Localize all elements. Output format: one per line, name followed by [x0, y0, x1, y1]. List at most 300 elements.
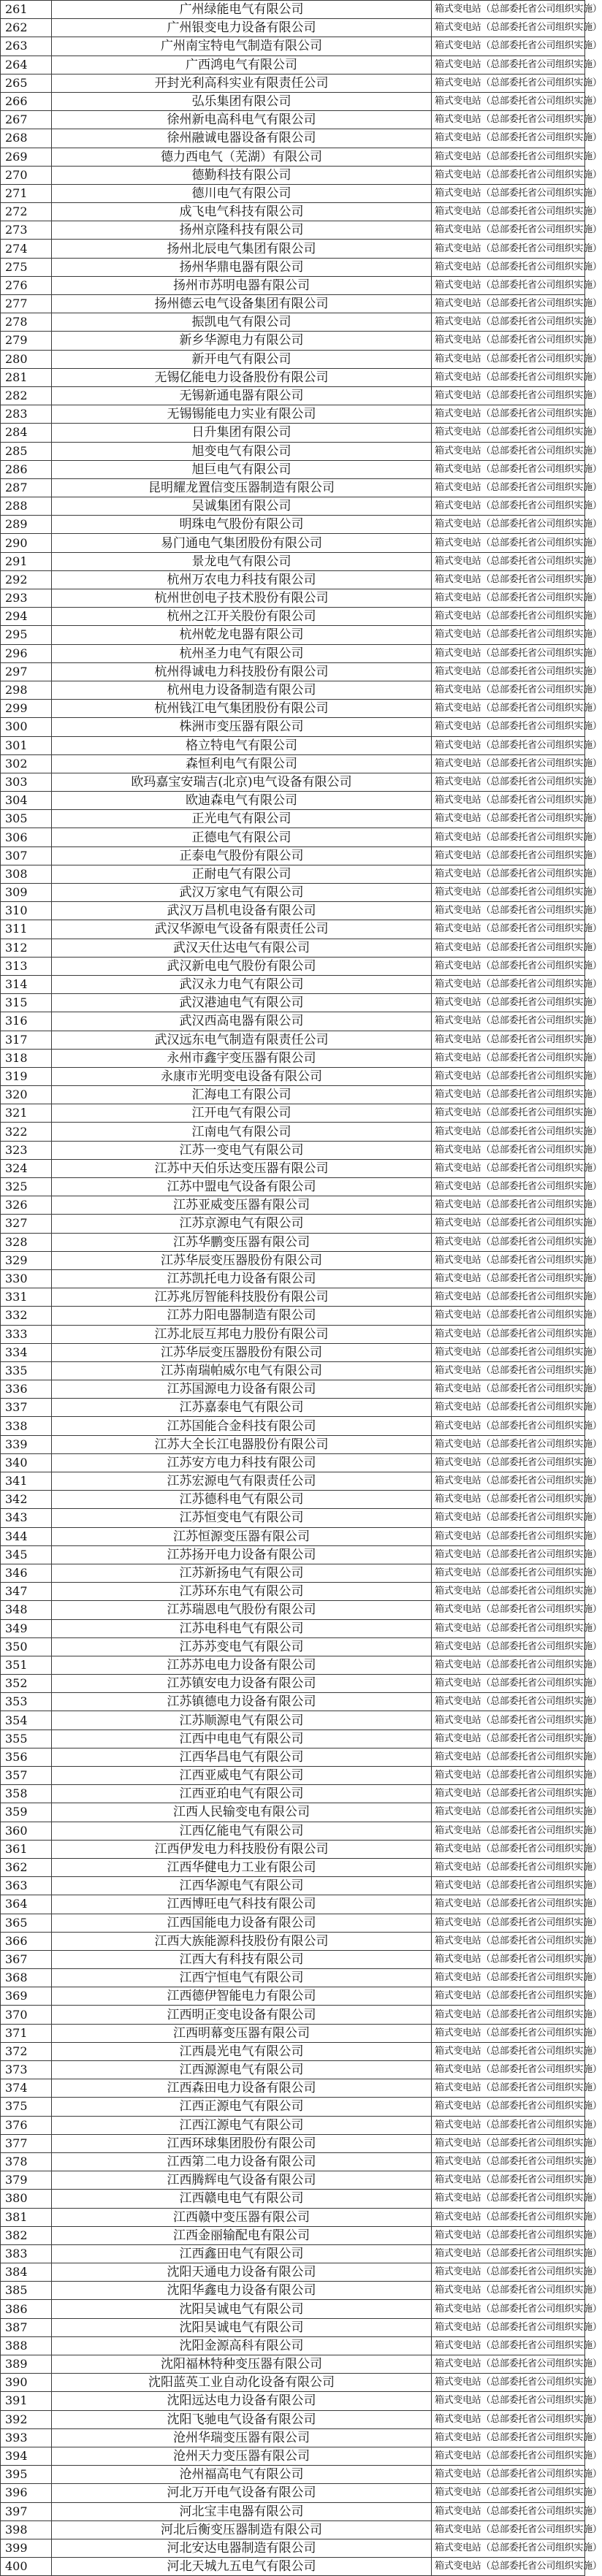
row-number: 344 — [1, 1527, 52, 1545]
row-number: 377 — [1, 2134, 52, 2152]
table-row — [1, 1619, 585, 1637]
product-category: 箱式变电站（总部委托省公司组织实施） — [432, 386, 585, 405]
row-number: 266 — [1, 92, 52, 110]
product-category: 箱式变电站（总部委托省公司组织实施） — [432, 2098, 585, 2116]
row-number: 363 — [1, 1877, 52, 1895]
company-name: 武汉万家电气有限公司 — [52, 884, 432, 902]
table-row — [1, 166, 585, 184]
company-name: 开封光利高科实业有限责任公司 — [52, 74, 432, 92]
company-name: 沈阳飞驰电气设备有限公司 — [52, 2410, 432, 2428]
product-category: 箱式变电站（总部委托省公司组织实施） — [432, 276, 585, 294]
table-row — [1, 700, 585, 718]
table-row — [1, 2244, 585, 2263]
table-row — [1, 221, 585, 240]
product-category: 箱式变电站（总部委托省公司组织实施） — [432, 1, 585, 19]
table-row — [1, 810, 585, 828]
row-number: 395 — [1, 2466, 52, 2484]
product-category: 箱式变电站（总部委托省公司组织实施） — [432, 203, 585, 221]
table-row — [1, 368, 585, 386]
product-category: 箱式变电站（总部委托省公司组织实施） — [432, 2116, 585, 2134]
row-number: 325 — [1, 1178, 52, 1196]
company-name: 沈阳吴诚电气有限公司 — [52, 2300, 432, 2318]
table-row — [1, 1380, 585, 1399]
product-category: 箱式变电站（总部委托省公司组织实施） — [432, 1307, 585, 1325]
table-row — [1, 1656, 585, 1674]
product-category: 箱式变电站（总部委托省公司组织实施） — [432, 2042, 585, 2060]
product-category: 箱式变电站（总部委托省公司组织实施） — [432, 1822, 585, 1840]
product-category: 箱式变电站（总部委托省公司组织实施） — [432, 1785, 585, 1803]
row-number: 383 — [1, 2244, 52, 2263]
company-name: 河北安达电器制造有限公司 — [52, 2539, 432, 2557]
product-category: 箱式变电站（总部委托省公司组织实施） — [432, 1877, 585, 1895]
row-number: 261 — [1, 1, 52, 19]
row-number: 285 — [1, 442, 52, 460]
row-number: 293 — [1, 589, 52, 608]
company-name: 江苏华辰变压器股份有限公司 — [52, 1251, 432, 1269]
company-name: 江苏大全长江电器股份有限公司 — [52, 1435, 432, 1453]
row-number: 331 — [1, 1288, 52, 1307]
table-row — [1, 1637, 585, 1656]
row-number: 311 — [1, 920, 52, 939]
company-name: 江苏瑞恩电气股份有限公司 — [52, 1601, 432, 1619]
row-number: 394 — [1, 2447, 52, 2465]
row-number: 372 — [1, 2042, 52, 2060]
product-category: 箱式变电站（总部委托省公司组织实施） — [432, 2336, 585, 2355]
table-row — [1, 1583, 585, 1601]
row-number: 278 — [1, 313, 52, 332]
row-number: 280 — [1, 350, 52, 368]
row-number: 327 — [1, 1215, 52, 1233]
product-category: 箱式变电站（总部委托省公司组织实施） — [432, 2208, 585, 2226]
row-number: 263 — [1, 37, 52, 56]
row-number: 356 — [1, 1748, 52, 1766]
row-number: 265 — [1, 74, 52, 92]
row-number: 279 — [1, 332, 52, 350]
table-row — [1, 2190, 585, 2208]
row-number: 396 — [1, 2484, 52, 2502]
product-category: 箱式变电站（总部委托省公司组织实施） — [432, 2263, 585, 2282]
company-name: 景龙电气有限公司 — [52, 552, 432, 570]
table-row — [1, 1012, 585, 1031]
company-name: 江苏南瑞帕威尔电气有限公司 — [52, 1361, 432, 1380]
product-category: 箱式变电站（总部委托省公司组织实施） — [432, 644, 585, 662]
row-number: 322 — [1, 1123, 52, 1141]
product-category: 箱式变电站（总部委托省公司组织实施） — [432, 1472, 585, 1491]
product-category: 箱式变电站（总部委托省公司组织实施） — [432, 810, 585, 828]
row-number: 367 — [1, 1950, 52, 1968]
table-row — [1, 773, 585, 791]
row-number: 342 — [1, 1491, 52, 1509]
table-row — [1, 1159, 585, 1177]
product-category: 箱式变电站（总部委托省公司组织实施） — [432, 2428, 585, 2447]
table-row — [1, 1545, 585, 1564]
company-name: 正泰电气股份有限公司 — [52, 846, 432, 865]
product-category: 箱式变电站（总部委托省公司组织实施） — [432, 2079, 585, 2098]
row-number: 308 — [1, 865, 52, 883]
company-name: 杭州万农电力科技有限公司 — [52, 570, 432, 589]
company-name: 江西大有科技有限公司 — [52, 1950, 432, 1968]
company-name: 无锡锡能电力实业有限公司 — [52, 405, 432, 424]
table-row — [1, 405, 585, 424]
table-row — [1, 644, 585, 662]
row-number: 271 — [1, 184, 52, 202]
row-number: 301 — [1, 736, 52, 754]
company-name: 易门通电气集团股份有限公司 — [52, 534, 432, 552]
company-name: 江苏华鹏变压器有限公司 — [52, 1233, 432, 1251]
company-name: 武汉华源电气设备有限责任公司 — [52, 920, 432, 939]
product-category: 箱式变电站（总部委托省公司组织实施） — [432, 626, 585, 644]
row-number: 362 — [1, 1858, 52, 1876]
company-name: 江西亚珀电气有限公司 — [52, 1785, 432, 1803]
table-row — [1, 2466, 585, 2484]
company-name: 汇海电工有限公司 — [52, 1086, 432, 1104]
company-name: 武汉西高电器有限公司 — [52, 1012, 432, 1031]
product-category: 箱式变电站（总部委托省公司组织实施） — [432, 240, 585, 258]
row-number: 277 — [1, 295, 52, 313]
company-name: 江苏国源电力设备有限公司 — [52, 1380, 432, 1399]
table-row — [1, 497, 585, 516]
table-row — [1, 2024, 585, 2042]
product-category: 箱式变电站（总部委托省公司组织实施） — [432, 368, 585, 386]
table-row — [1, 1601, 585, 1619]
product-category: 箱式变电站（总部委托省公司组织实施） — [432, 1141, 585, 1159]
company-name: 江西鑫田电气有限公司 — [52, 2244, 432, 2263]
row-number: 309 — [1, 884, 52, 902]
company-name: 江苏安方电力科技有限公司 — [52, 1453, 432, 1472]
company-name: 扬州京隆科技有限公司 — [52, 221, 432, 240]
company-name: 江西正源电气有限公司 — [52, 2098, 432, 2116]
row-number: 354 — [1, 1711, 52, 1730]
table-row — [1, 736, 585, 754]
product-category: 箱式变电站（总部委托省公司组织实施） — [432, 1858, 585, 1876]
row-number: 368 — [1, 1969, 52, 1987]
table-row — [1, 1325, 585, 1343]
row-number: 334 — [1, 1343, 52, 1361]
table-row — [1, 276, 585, 294]
product-category: 箱式变电站（总部委托省公司组织实施） — [432, 2410, 585, 2428]
table-row — [1, 1509, 585, 1527]
company-name: 江西赣中变压器有限公司 — [52, 2208, 432, 2226]
row-number: 332 — [1, 1307, 52, 1325]
table-row — [1, 1196, 585, 1215]
row-number: 358 — [1, 1785, 52, 1803]
row-number: 303 — [1, 773, 52, 791]
product-category: 箱式变电站（总部委托省公司组织实施） — [432, 460, 585, 478]
company-name: 扬州德云电气设备集团有限公司 — [52, 295, 432, 313]
table-row — [1, 1693, 585, 1711]
product-category: 箱式变电站（总部委托省公司组织实施） — [432, 570, 585, 589]
product-category: 箱式变电站（总部委托省公司组织实施） — [432, 1361, 585, 1380]
company-name: 武汉新电电气股份有限公司 — [52, 957, 432, 975]
table-row — [1, 1472, 585, 1491]
company-name: 江南电气有限公司 — [52, 1123, 432, 1141]
table-row — [1, 570, 585, 589]
product-category: 箱式变电站（总部委托省公司组织实施） — [432, 920, 585, 939]
product-category: 箱式变电站（总部委托省公司组织实施） — [432, 1380, 585, 1399]
company-name: 德力西电气（芜湖）有限公司 — [52, 148, 432, 166]
product-category: 箱式变电站（总部委托省公司组织实施） — [432, 2282, 585, 2300]
product-category: 箱式变电站（总部委托省公司组织实施） — [432, 2300, 585, 2318]
company-name: 江西金丽输配电有限公司 — [52, 2226, 432, 2244]
row-number: 269 — [1, 148, 52, 166]
table-row — [1, 1067, 585, 1085]
product-category: 箱式变电站（总部委托省公司组织实施） — [432, 2006, 585, 2024]
row-number: 353 — [1, 1693, 52, 1711]
table-row — [1, 1950, 585, 1968]
product-category: 箱式变电站（总部委托省公司组织实施） — [432, 478, 585, 497]
table-row — [1, 2447, 585, 2465]
row-number: 365 — [1, 1914, 52, 1932]
product-category: 箱式变电站（总部委托省公司组织实施） — [432, 2134, 585, 2152]
company-name: 沈阳金源高科有限公司 — [52, 2336, 432, 2355]
row-number: 371 — [1, 2024, 52, 2042]
row-number: 282 — [1, 386, 52, 405]
table-row — [1, 1361, 585, 1380]
product-category: 箱式变电站（总部委托省公司组织实施） — [432, 2558, 585, 2576]
row-number: 370 — [1, 2006, 52, 2024]
product-category: 箱式变电站（总部委托省公司组织实施） — [432, 1583, 585, 1601]
table-row — [1, 2282, 585, 2300]
table-row — [1, 2042, 585, 2060]
company-name: 江开电气有限公司 — [52, 1104, 432, 1123]
table-row — [1, 1527, 585, 1545]
row-number: 348 — [1, 1601, 52, 1619]
row-number: 350 — [1, 1637, 52, 1656]
product-category: 箱式变电站（总部委托省公司组织实施） — [432, 994, 585, 1012]
table-row — [1, 939, 585, 957]
product-category: 箱式变电站（总部委托省公司组织实施） — [432, 2374, 585, 2392]
product-category: 箱式变电站（总部委托省公司组织实施） — [432, 1104, 585, 1123]
row-number: 318 — [1, 1049, 52, 1067]
company-name: 江苏宏源电气有限责任公司 — [52, 1472, 432, 1491]
table-row — [1, 2392, 585, 2410]
row-number: 399 — [1, 2539, 52, 2557]
row-number: 262 — [1, 19, 52, 37]
table-row — [1, 1031, 585, 1049]
row-number: 376 — [1, 2116, 52, 2134]
row-number: 324 — [1, 1159, 52, 1177]
table-row — [1, 2061, 585, 2079]
table-row — [1, 2520, 585, 2539]
product-category: 箱式变电站（总部委托省公司组织实施） — [432, 19, 585, 37]
company-name: 江西博旺电气科技有限公司 — [52, 1895, 432, 1914]
company-name: 扬州市苏明电器有限公司 — [52, 276, 432, 294]
row-number: 291 — [1, 552, 52, 570]
table-row — [1, 1453, 585, 1472]
row-number: 382 — [1, 2226, 52, 2244]
row-number: 307 — [1, 846, 52, 865]
table-row — [1, 478, 585, 497]
product-category: 箱式变电站（总部委托省公司组织实施） — [432, 129, 585, 148]
product-category: 箱式变电站（总部委托省公司组织实施） — [432, 1748, 585, 1766]
row-number: 364 — [1, 1895, 52, 1914]
table-row — [1, 2374, 585, 2392]
product-category: 箱式变电站（总部委托省公司组织实施） — [432, 2484, 585, 2502]
table-row — [1, 792, 585, 810]
product-category: 箱式变电站（总部委托省公司组织实施） — [432, 534, 585, 552]
table-row — [1, 828, 585, 846]
company-name: 明珠电气股份有限公司 — [52, 516, 432, 534]
table-row — [1, 1288, 585, 1307]
company-name: 弘乐集团有限公司 — [52, 92, 432, 110]
company-name: 武汉万昌机电设备有限公司 — [52, 902, 432, 920]
table-row — [1, 258, 585, 276]
company-name: 武汉天仕达电气有限公司 — [52, 939, 432, 957]
row-number: 302 — [1, 754, 52, 773]
product-category: 箱式变电站（总部委托省公司组织实施） — [432, 350, 585, 368]
company-name: 沧州华瑞变压器有限公司 — [52, 2428, 432, 2447]
table-row — [1, 1785, 585, 1803]
company-name: 江西源源电气有限公司 — [52, 2061, 432, 2079]
company-name: 沈阳远达电力设备有限公司 — [52, 2392, 432, 2410]
table-row — [1, 148, 585, 166]
row-number: 275 — [1, 258, 52, 276]
row-number: 298 — [1, 681, 52, 699]
product-category: 箱式变电站（总部委托省公司组织实施） — [432, 2520, 585, 2539]
product-category: 箱式变电站（总部委托省公司组织实施） — [432, 221, 585, 240]
product-category: 箱式变电站（总部委托省公司组织实施） — [432, 1399, 585, 1417]
product-category: 箱式变电站（总部委托省公司组织实施） — [432, 1325, 585, 1343]
product-category: 箱式变电站（总部委托省公司组织实施） — [432, 1675, 585, 1693]
company-name: 广州绿能电气有限公司 — [52, 1, 432, 19]
table-row — [1, 1049, 585, 1067]
product-category: 箱式变电站（总部委托省公司组织实施） — [432, 1601, 585, 1619]
product-category: 箱式变电站（总部委托省公司组织实施） — [432, 1767, 585, 1785]
company-name: 旭巨电气有限公司 — [52, 460, 432, 478]
product-category: 箱式变电站（总部委托省公司组织实施） — [432, 2171, 585, 2190]
row-number: 313 — [1, 957, 52, 975]
row-number: 352 — [1, 1675, 52, 1693]
product-category: 箱式变电站（总部委托省公司组织实施） — [432, 2226, 585, 2244]
table-row — [1, 608, 585, 626]
table-row — [1, 129, 585, 148]
company-name: 杭州圣力电气有限公司 — [52, 644, 432, 662]
company-name: 江苏国能合金科技有限公司 — [52, 1417, 432, 1435]
product-category: 箱式变电站（总部委托省公司组织实施） — [432, 957, 585, 975]
row-number: 290 — [1, 534, 52, 552]
company-name: 无锡新通电器有限公司 — [52, 386, 432, 405]
product-category: 箱式变电站（总部委托省公司组织实施） — [432, 2392, 585, 2410]
product-category: 箱式变电站（总部委托省公司组织实施） — [432, 773, 585, 791]
product-category: 箱式变电站（总部委托省公司组织实施） — [432, 902, 585, 920]
company-name: 江苏德科电气有限公司 — [52, 1491, 432, 1509]
row-number: 360 — [1, 1822, 52, 1840]
company-name: 永州市鑫宇变压器有限公司 — [52, 1049, 432, 1067]
table-row — [1, 1251, 585, 1269]
company-name: 徐州融诚电器设备有限公司 — [52, 129, 432, 148]
product-category: 箱式变电站（总部委托省公司组织实施） — [432, 736, 585, 754]
row-number: 333 — [1, 1325, 52, 1343]
row-number: 323 — [1, 1141, 52, 1159]
table-row — [1, 1086, 585, 1104]
product-category: 箱式变电站（总部委托省公司组织实施） — [432, 92, 585, 110]
row-number: 341 — [1, 1472, 52, 1491]
company-name: 江苏京源电气有限公司 — [52, 1215, 432, 1233]
row-number: 295 — [1, 626, 52, 644]
row-number: 289 — [1, 516, 52, 534]
company-name: 株洲市变压器有限公司 — [52, 718, 432, 736]
product-category: 箱式变电站（总部委托省公司组织实施） — [432, 258, 585, 276]
product-category: 箱式变电站（总部委托省公司组织实施） — [432, 865, 585, 883]
table-row — [1, 1969, 585, 1987]
row-number: 390 — [1, 2374, 52, 2392]
product-category: 箱式变电站（总部委托省公司组织实施） — [432, 1637, 585, 1656]
product-category: 箱式变电站（总部委托省公司组织实施） — [432, 1730, 585, 1748]
table-row — [1, 865, 585, 883]
company-name: 德川电气有限公司 — [52, 184, 432, 202]
product-category: 箱式变电站（总部委托省公司组织实施） — [432, 1987, 585, 2006]
row-number: 336 — [1, 1380, 52, 1399]
company-name: 武汉远东电气制造有限责任公司 — [52, 1031, 432, 1049]
row-number: 359 — [1, 1803, 52, 1822]
table-row — [1, 2006, 585, 2024]
row-number: 366 — [1, 1932, 52, 1950]
row-number: 314 — [1, 975, 52, 993]
row-number: 281 — [1, 368, 52, 386]
product-category: 箱式变电站（总部委托省公司组织实施） — [432, 1803, 585, 1822]
product-category: 箱式变电站（总部委托省公司组织实施） — [432, 552, 585, 570]
company-name: 江苏北辰互邦电力股份有限公司 — [52, 1325, 432, 1343]
company-name: 江西亚威电气有限公司 — [52, 1767, 432, 1785]
table-row — [1, 994, 585, 1012]
row-number: 347 — [1, 1583, 52, 1601]
row-number: 381 — [1, 2208, 52, 2226]
table-row — [1, 1564, 585, 1582]
company-name: 森恒利电气有限公司 — [52, 754, 432, 773]
product-category: 箱式变电站（总部委托省公司组织实施） — [432, 1693, 585, 1711]
company-name: 沈阳福林特种变压器有限公司 — [52, 2355, 432, 2374]
table-row — [1, 1233, 585, 1251]
table-row — [1, 2539, 585, 2557]
company-name: 广州南宝特电气制造有限公司 — [52, 37, 432, 56]
product-category: 箱式变电站（总部委托省公司组织实施） — [432, 681, 585, 699]
company-name: 江西华昌电气有限公司 — [52, 1748, 432, 1766]
company-name: 杭州乾龙电器有限公司 — [52, 626, 432, 644]
row-number: 378 — [1, 2152, 52, 2171]
table-row — [1, 1711, 585, 1730]
product-category: 箱式变电站（总部委托省公司组织实施） — [432, 1251, 585, 1269]
table-row — [1, 19, 585, 37]
table-row — [1, 295, 585, 313]
table-row — [1, 1343, 585, 1361]
table-row — [1, 460, 585, 478]
row-number: 391 — [1, 2392, 52, 2410]
row-number: 268 — [1, 129, 52, 148]
company-name: 永康市光明变电设备有限公司 — [52, 1067, 432, 1085]
table-row — [1, 1767, 585, 1785]
table-row — [1, 2318, 585, 2336]
row-number: 335 — [1, 1361, 52, 1380]
row-number: 349 — [1, 1619, 52, 1637]
table-row — [1, 56, 585, 74]
company-name: 江苏电科电气有限公司 — [52, 1619, 432, 1637]
company-name: 正德电气有限公司 — [52, 828, 432, 846]
company-name: 河北万开电气设备有限公司 — [52, 2484, 432, 2502]
table-row — [1, 1748, 585, 1766]
row-number: 385 — [1, 2282, 52, 2300]
table-row — [1, 1435, 585, 1453]
row-number: 379 — [1, 2171, 52, 2190]
table-row — [1, 2134, 585, 2152]
table-row — [1, 1675, 585, 1693]
company-name: 江苏中天伯乐达变压器有限公司 — [52, 1159, 432, 1177]
table-row — [1, 1399, 585, 1417]
product-category: 箱式变电站（总部委托省公司组织实施） — [432, 1417, 585, 1435]
table-row — [1, 884, 585, 902]
product-category: 箱式变电站（总部委托省公司组织实施） — [432, 1895, 585, 1914]
company-name: 江苏新扬电气有限公司 — [52, 1564, 432, 1582]
product-category: 箱式变电站（总部委托省公司组织实施） — [432, 184, 585, 202]
